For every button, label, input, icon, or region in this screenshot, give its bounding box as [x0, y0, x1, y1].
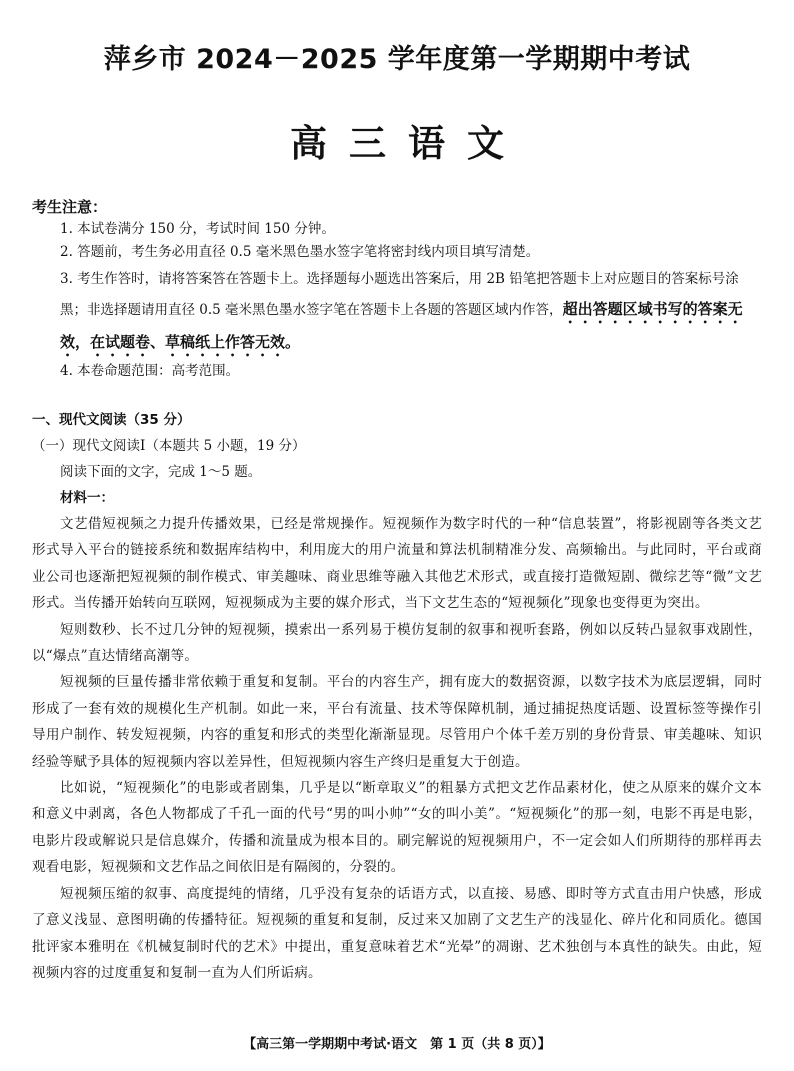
notice-item-text: 3. 考生作答时，请将答案答在答题卡上。选择题每小题选出答案后，用 2B 铅笔把答题卡上对应题目的答案标号涂黑；非选择题请用直径 0.5 毫米黑色墨水签字笔在答题卡上各题的答题区域内作答， [60, 271, 739, 318]
passage-paragraph: 短则数秒、长不过几分钟的短视频，摸索出一系列易于模仿复制的叙事和视听套路，例如以反转凸显叙事戏剧性，以“爆点”直达情绪高潮等。 [32, 621, 762, 665]
subject-title: 高三语文 [290, 122, 526, 165]
notice-item: 1. 本试卷满分 150 分，考试时间 150 分钟。 [60, 221, 335, 237]
reading-instruction: 阅读下面的文字，完成 1～5 题。 [60, 464, 262, 480]
section-title: 一、现代文阅读（35 分） [32, 412, 191, 428]
notice-list [32, 218, 762, 383]
passage-paragraph: 短视频的巨量传播非常依赖于重复和复制。平台的内容生产，拥有庞大的数据资源，以数字技术为底层逻辑，同时形成了一套有效的规模化生产机制。如此一来，平台有流量、技术等保障机制，通过捕捉热度话题、设置标签等操作引导用户制作、转发短视频，内容的重复和形式的类型化渐渐显现。尽管用户个体千差万别的身份背景、审美趣味、知识经验等赋予具体的短视频内容以差异性，但短视频内容生产终归是重复大于创造。 [32, 674, 762, 770]
notice-item: 4. 本卷命题范围：高考范围。 [60, 363, 240, 379]
subsection-title: （一）现代文阅读Ⅰ（本题共 5 小题，19 分） [32, 438, 306, 454]
passage-paragraph: 比如说，“短视频化”的电影或者剧集，几乎是以“断章取义”的粗暴方式把文艺作品素材化，使之从原来的媒介文本和意义中剥离，各色人物都成了千孔一面的代号“男的叫小帅”“女的叫小美”。“短视频化”的那一刻，电影不再是电影，电影片段或解说只是信息媒介，传播和流量成为根本目的。刷完解说的短视频用户，不一定会如人们所期待的那样再去观看电影，短视频和文艺作品之间依旧是有隔阂的，分裂的。 [32, 780, 762, 876]
notice-item: 2. 答题前，考生务必用直径 0.5 毫米黑色墨水签字笔将密封线内项目填写清楚。 [60, 244, 540, 260]
material-label: 材料一： [60, 490, 114, 506]
exam-title: 萍乡市 2024－2025 学年度第一学期期中考试 [103, 44, 691, 75]
notice-heading: 考生注意： [32, 198, 108, 216]
notice-emphasis: 超出答题区域书写的答案无效，在试题卷、草稿纸上作答无效。 [60, 300, 743, 351]
notice-item [60, 264, 762, 360]
passage-paragraph: 文艺借短视频之力提升传播效果，已经是常规操作。短视频作为数字时代的一种“信息装置”，将影视剧等各类文艺形式导入平台的链接系统和数据库结构中，利用庞大的用户流量和算法机制精准分发、高频输出。与此同时，平台或商业公司也逐渐把短视频的制作模式、审美趣味、商业思维等融入其他艺术形式，或直接打造微短剧、微综艺等“微”文艺形式。当传播开始转向互联网，短视频成为主要的媒介形式，当下文艺生态的“短视频化”现象也变得更为突出。 [32, 516, 762, 612]
page-footer: 【高三第一学期期中考试·语文 第 1 页（共 8 页）】 [243, 1037, 551, 1052]
passage-paragraph: 短视频压缩的叙事、高度提纯的情绪，几乎没有复杂的话语方式，以直接、易感、即时等方式直击用户快感，形成了意义浅显、意图明确的传播特征。短视频的重复和复制，反过来又加剧了文艺生产的浅显化、碎片化和同质化。德国批评家本雅明在《机械复制时代的艺术》中提出，重复意味着艺术“光晕”的凋谢、艺术独创与本真性的缺失。由此，短视频内容的过度重复和复制一直为人们所诟病。 [32, 885, 762, 981]
